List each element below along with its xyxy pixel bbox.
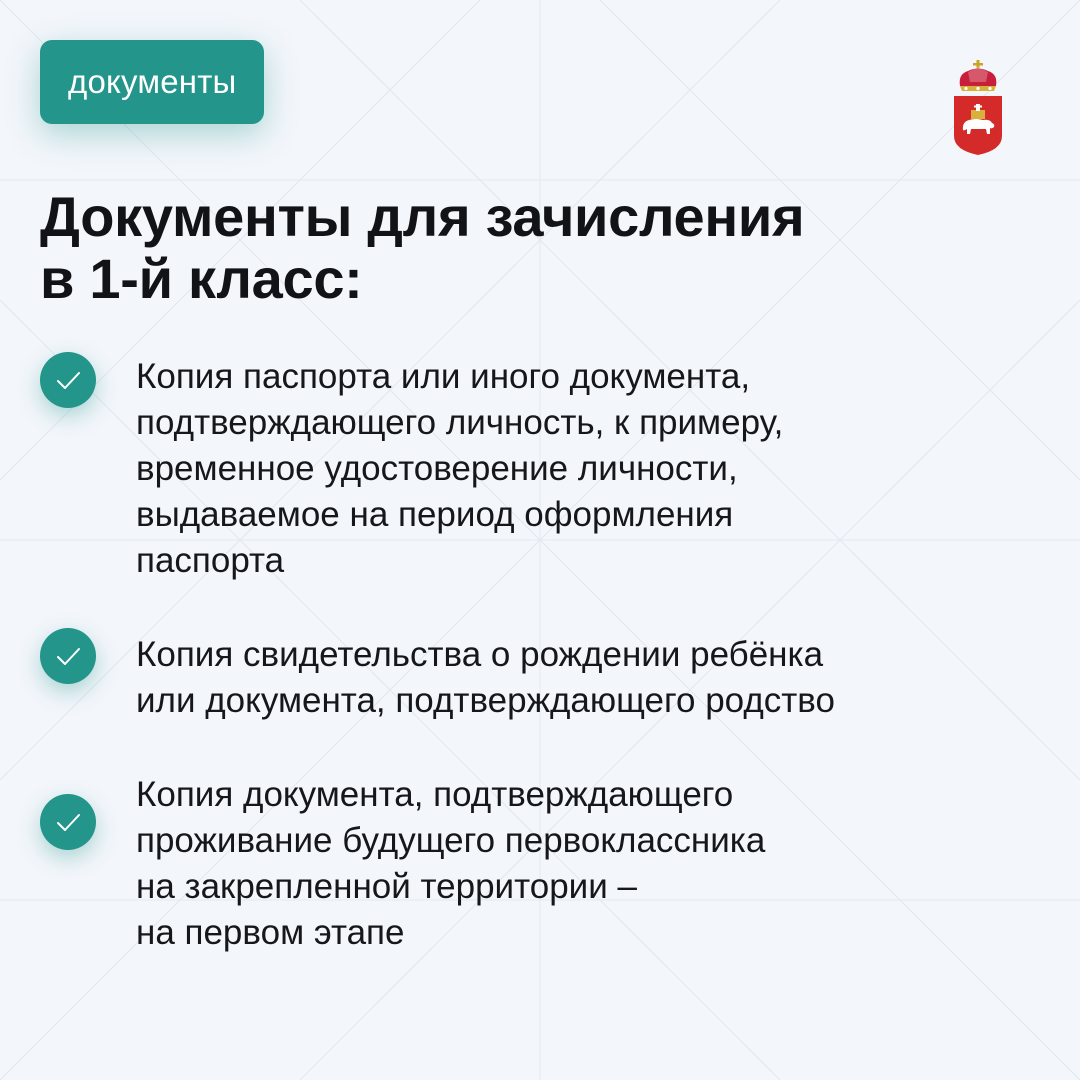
check-circle-icon	[40, 352, 96, 408]
list-item-text	[136, 354, 1036, 584]
list-item-line: Копия паспорта или иного документа,	[136, 357, 751, 396]
list-item-text	[136, 772, 1036, 956]
list-item-line: проживание будущего первоклассника	[136, 821, 766, 860]
category-tag-label: документы	[68, 63, 237, 100]
list-item-line: выдаваемое на период оформления	[136, 495, 734, 534]
list-item-line: на первом этапе	[136, 913, 405, 952]
list-item-line: Копия документа, подтверждающего	[136, 775, 734, 814]
list-item-line: или документа, подтверждающего родство	[136, 681, 835, 720]
list-item-line: Копия свидетельства о рождении ребёнка	[136, 635, 824, 674]
page-title-line: в 1-й класс:	[40, 247, 363, 310]
list-item-text	[136, 632, 1036, 724]
list-item-line: паспорта	[136, 541, 285, 580]
list-item-line: на закрепленной территории –	[136, 867, 637, 906]
list-item-line: временное удостоверение личности,	[136, 449, 738, 488]
check-circle-icon	[40, 794, 96, 850]
check-circle-icon	[40, 628, 96, 684]
list-item-line: подтверждающего личность, к примеру,	[136, 403, 784, 442]
page-title-line: Документы для зачисления	[40, 185, 805, 248]
